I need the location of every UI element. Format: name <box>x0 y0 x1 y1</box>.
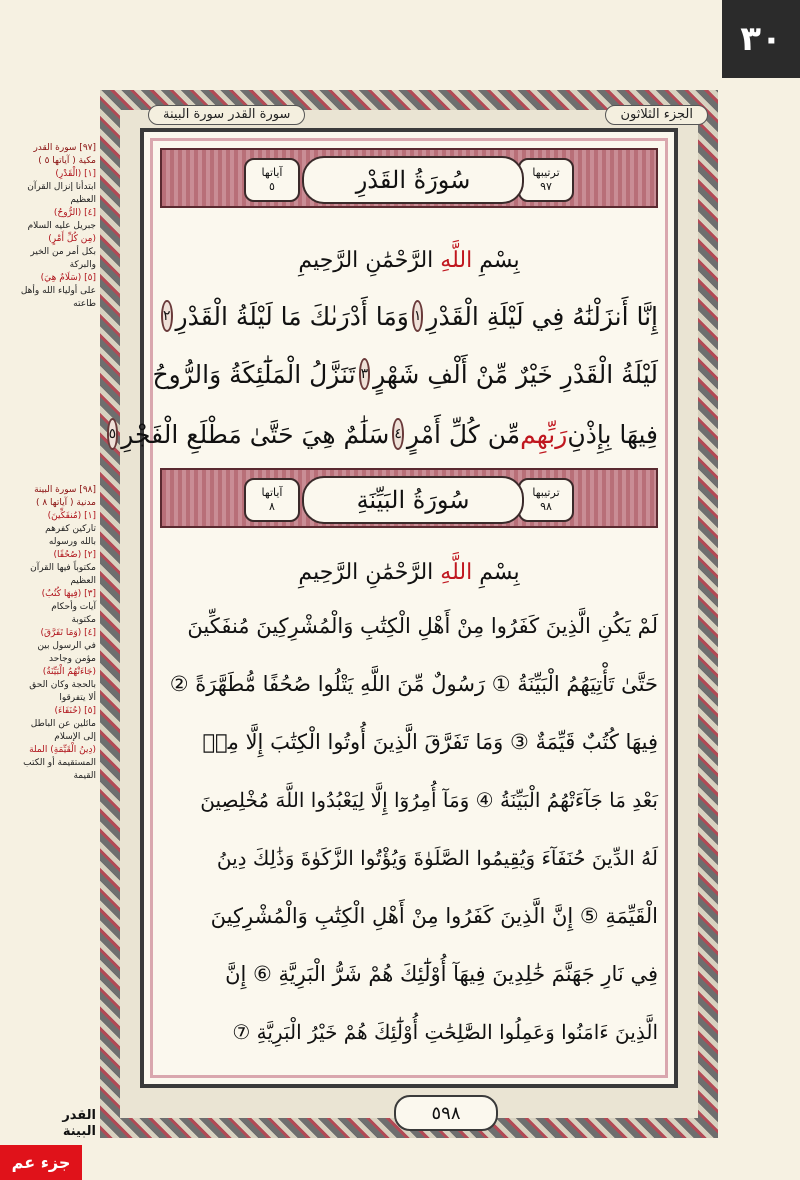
order-number: ٩٧ <box>540 180 552 193</box>
margin-note: [٩٧] سورة القدر <box>33 143 96 153</box>
margin-note: إلى الإسلام <box>54 732 96 742</box>
margin-note: [١] (الْقَدْرِ) <box>55 169 96 179</box>
margin-note: مكتوباً فيها القرآن <box>30 563 96 573</box>
basmala-word: بِسْمِ <box>479 560 520 585</box>
order-label: ترتيبها <box>532 486 560 499</box>
verse-line <box>160 836 658 880</box>
verse-text: وَمَا أَدْرَىٰكَ مَا لَيْلَةُ الْقَدْرِ <box>175 301 409 331</box>
verse-line <box>160 662 658 706</box>
margin-note: العظيم <box>70 576 96 586</box>
verse-text: لَيْلَةُ الْقَدْرِ خَيْرٌ مِّنْ أَلْفِ شَهْرٍ <box>373 359 658 389</box>
margin-note: مائلين عن الباطل <box>30 719 96 729</box>
page-number: ٥٩٨ <box>394 1095 498 1131</box>
surah-banner-bayyinah <box>160 468 658 528</box>
margin-note: جبريل عليه السلام <box>27 221 96 231</box>
margin-note: طاعته <box>73 299 96 309</box>
surah-title: سُورَةُ البَيِّنَةِ <box>302 476 524 524</box>
verse-text-red: رَبِّهِم <box>520 419 568 449</box>
margin-note: (دِينُ الْقَيِّمَةِ) الملة <box>29 745 96 755</box>
verse-text: مِّن كُلِّ أَمْرٍ <box>406 419 521 449</box>
margin-note: مكية ( آياتها ٥ ) <box>38 156 96 166</box>
margin-note: [٩٨] سورة البينة <box>34 485 96 495</box>
surah-verses-box <box>244 478 300 522</box>
basmala-word: بِسْمِ <box>479 248 520 273</box>
verse-text: فِيهَا بِإِذْنِ <box>567 419 658 449</box>
ayah-marker: ٣ <box>359 358 371 390</box>
verse-text: تَنَزَّلُ الْمَلَٰٓئِكَةُ وَالرُّوحُ <box>152 359 356 389</box>
surah-title: سُورَةُ القَدْرِ <box>302 156 524 204</box>
verses-label: آياتها <box>261 486 283 499</box>
margin-note: ألا يتفرقوا <box>59 693 96 703</box>
verses-count: ٨ <box>269 500 275 513</box>
margin-note: مؤمن وجاحد <box>49 654 96 664</box>
verse-line <box>108 412 658 456</box>
verse-text: بَعْدِ مَا جَآءَتْهُمُ الْبَيِّنَةُ ④ وَمَآ أُمِرُوٓا إِلَّا لِيَعْبُدُوا اللَّهَ مُخْلِصِينَ <box>200 788 658 812</box>
verse-text: الْقَيِّمَةِ ⑤ إِنَّ الَّذِينَ كَفَرُوا مِنْ أَهْلِ الْكِتَٰبِ وَالْمُشْرِكِينَ <box>210 904 658 928</box>
basmala <box>160 248 658 273</box>
margin-note: (جَاءَتْهُمُ الْبَيِّنَةُ) <box>42 667 96 677</box>
basmala-word: الرَّحْمَٰنِ الرَّحِيمِ <box>298 560 434 585</box>
margin-note: بالله ورسوله <box>48 537 96 547</box>
ayah-marker: ٢ <box>161 300 173 332</box>
side-label-bayyinah: البينة <box>62 1124 96 1139</box>
margin-note: مدنية ( آياتها ٨ ) <box>35 498 96 508</box>
margin-note: آيات وأحكام <box>51 602 96 612</box>
margin-note: بالحجة وكان الحق <box>29 680 96 690</box>
margin-note: [٣] (فِيهَا كُتُبٌ) <box>41 589 96 599</box>
margin-note: تاركين كفرهم <box>45 524 96 534</box>
margin-note: على أولياء الله وأهل <box>20 286 96 296</box>
margin-note: المستقيمة أو الكتب <box>23 758 96 768</box>
juz-amma-tab[interactable]: جزء عم <box>0 1145 82 1180</box>
verse-text: الَّذِينَ ءَامَنُوا وَعَمِلُوا الصَّٰلِحَٰتِ أُوْلَٰٓئِكَ هُمْ خَيْرُ الْبَرِيَّةِ ⑦ <box>232 1020 658 1044</box>
margin-note: بكل أمر من الخير <box>30 247 96 257</box>
verse-text: لَهُ الدِّينَ حُنَفَآءَ وَيُقِيمُوا الصَّلَوٰةَ وَيُؤْتُوا الزَّكَوٰةَ وَذَٰلِكَ دِينُ <box>216 846 658 870</box>
verse-line <box>160 294 658 338</box>
verses-label: آياتها <box>261 166 283 179</box>
verse-line <box>160 720 658 764</box>
surah-banner-qadr <box>160 148 658 208</box>
juz-name: الجزء الثلاثون <box>605 105 708 125</box>
surah-names: سورة القدر سورة البينة <box>148 105 305 125</box>
margin-notes-qadr <box>2 142 96 311</box>
margin-note: [٤] (وَمَا تَفَرَّقَ) <box>40 628 96 638</box>
verse-text: حَتَّىٰ تَأْتِيَهُمُ الْبَيِّنَةُ ① رَسُولٌ مِّنَ اللَّهِ يَتْلُوا صُحُفًا مُّطَهَّرَةً ② <box>169 672 658 696</box>
order-label: ترتيبها <box>532 166 560 179</box>
surah-order-box <box>518 158 574 202</box>
verse-line <box>160 604 658 648</box>
juz-number-badge: ٣٠ <box>722 0 800 78</box>
side-label-qadr: القدر <box>62 1108 96 1123</box>
margin-note: مكتوبة <box>71 615 96 625</box>
running-header <box>148 104 708 126</box>
verse-line <box>160 1010 658 1054</box>
margin-note: (مِن كُلِّ أَمْرٍ) <box>48 234 96 244</box>
ayah-marker: ٤ <box>392 418 404 450</box>
verse-line <box>160 952 658 996</box>
verse-line <box>152 352 658 396</box>
side-surah-label <box>30 1108 96 1140</box>
basmala-allah: اللَّهِ <box>440 248 473 273</box>
margin-note: ابتدأنا إنزال القرآن <box>27 182 96 192</box>
margin-note: [٥] (سَلَامٌ هِيَ) <box>40 273 96 283</box>
surah-verses-box <box>244 158 300 202</box>
verse-text: لَمْ يَكُنِ الَّذِينَ كَفَرُوا مِنْ أَهْلِ الْكِتَٰبِ وَالْمُشْرِكِينَ مُنفَكِّينَ <box>187 614 658 638</box>
verse-text: إِنَّا أَنزَلْنَٰهُ فِي لَيْلَةِ الْقَدْرِ <box>426 301 658 331</box>
basmala <box>160 560 658 585</box>
margin-note: العظيم <box>70 195 96 205</box>
margin-note: [٤] (الرُّوحُ) <box>53 208 96 218</box>
verse-text: سَلَٰمٌ هِيَ حَتَّىٰ مَطْلَعِ الْفَجْرِ <box>121 419 390 449</box>
order-number: ٩٨ <box>540 500 552 513</box>
basmala-word: الرَّحْمَٰنِ الرَّحِيمِ <box>298 248 434 273</box>
ayah-marker: ١ <box>412 300 424 332</box>
verses-count: ٥ <box>269 180 275 193</box>
margin-notes-bayyinah <box>2 484 96 783</box>
verse-line <box>160 894 658 938</box>
verse-text: فِيهَا كُتُبٌ قَيِّمَةٌ ③ وَمَا تَفَرَّقَ الَّذِينَ أُوتُوا الْكِتَٰبَ إِلَّا مِنۢ <box>202 730 658 754</box>
ayah-marker: ٥ <box>107 418 119 450</box>
margin-note: [٥] (حُنَفَاءَ) <box>54 706 96 716</box>
verse-line <box>160 778 658 822</box>
margin-note: القيمة <box>73 771 96 781</box>
basmala-allah: اللَّهِ <box>440 560 473 585</box>
margin-note: [١] (مُنفَكِّينَ) <box>47 511 96 521</box>
margin-note: والبركة <box>69 260 96 270</box>
verse-text: فِي نَارِ جَهَنَّمَ خَٰلِدِينَ فِيهَآ أُوْلَٰٓئِكَ هُمْ شَرُّ الْبَرِيَّةِ ⑥ إِنَّ <box>225 962 658 986</box>
surah-order-box <box>518 478 574 522</box>
margin-note: في الرسول بين <box>37 641 96 651</box>
margin-note: [٢] (صُحُفًا) <box>53 550 96 560</box>
